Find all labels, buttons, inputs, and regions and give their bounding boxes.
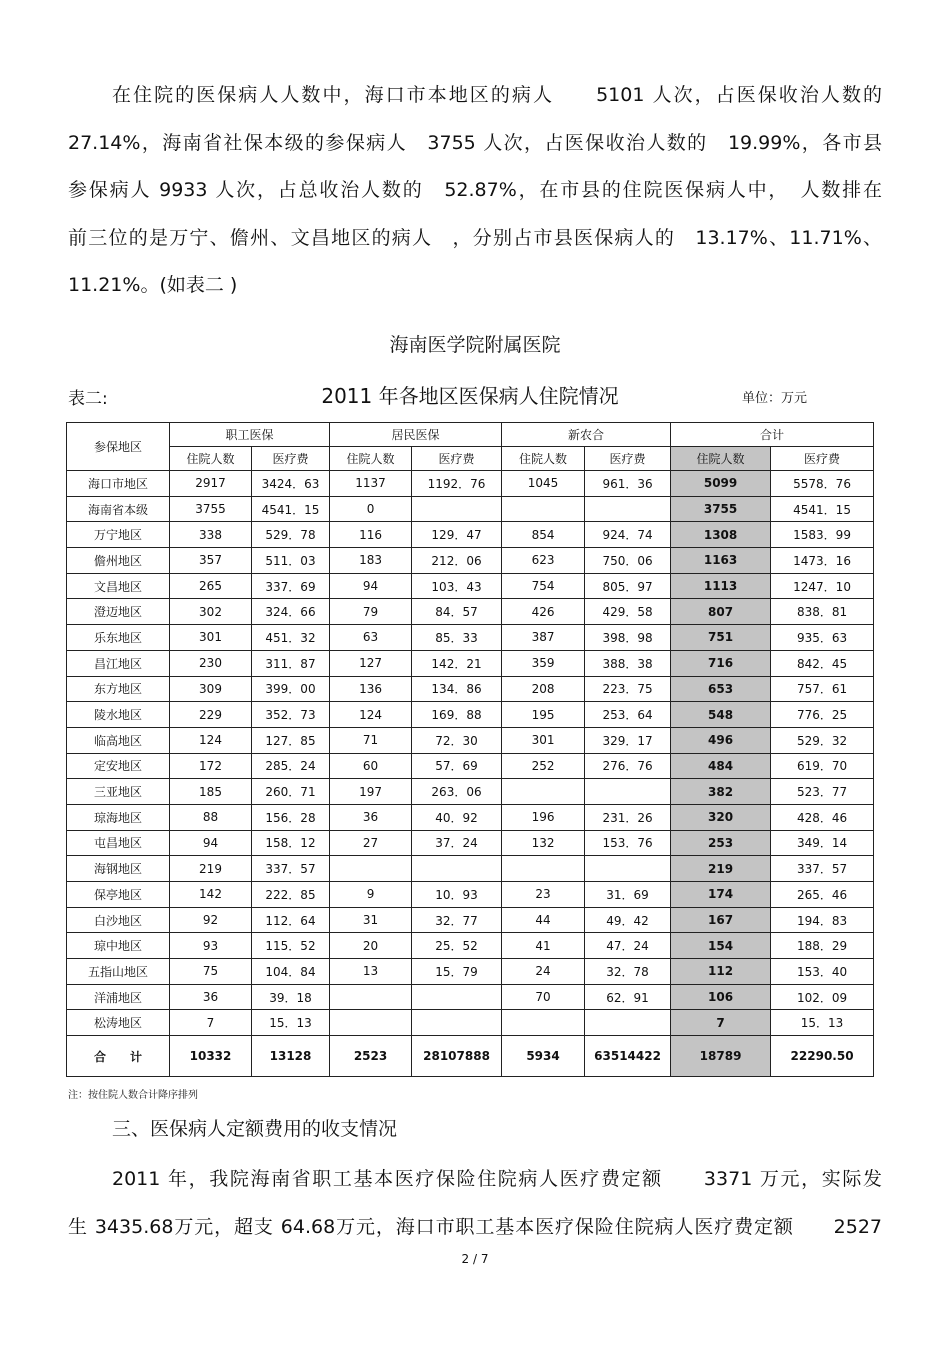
inpatient-table <box>66 422 874 1077</box>
value-cell: 127．85 <box>252 727 330 753</box>
region-cell: 三亚地区 <box>67 779 170 805</box>
value-cell: 253．64 <box>585 702 671 728</box>
value-cell: 208 <box>502 676 585 702</box>
value-cell: 15．13 <box>771 1010 874 1036</box>
value-cell: 75 <box>170 959 252 985</box>
value-cell: 324．66 <box>252 599 330 625</box>
value-cell: 116 <box>330 522 412 548</box>
value-cell: 716 <box>671 650 771 676</box>
region-cell: 万宁地区 <box>67 522 170 548</box>
value-cell: 337．57 <box>252 856 330 882</box>
region-cell: 海钢地区 <box>67 856 170 882</box>
table-row <box>67 882 874 908</box>
value-cell: 229 <box>170 702 252 728</box>
table-note: 注：按住院人数合计降序排列 <box>68 1090 198 1101</box>
value-cell: 129．47 <box>412 522 502 548</box>
value-cell: 311．87 <box>252 650 330 676</box>
sub-header: 住院人数 <box>671 447 771 471</box>
paragraph-line: 27.14%，海南省社保本级的参保病人 3755 人次，占医保收治人数的 19.99%，各市县 <box>68 131 882 154</box>
value-cell: 935．63 <box>771 625 874 651</box>
region-cell: 临高地区 <box>67 727 170 753</box>
value-cell <box>585 496 671 522</box>
region-cell: 合 计 <box>67 1036 170 1077</box>
sub-header: 医疗费 <box>771 447 874 471</box>
value-cell: 27 <box>330 830 412 856</box>
value-cell: 212．06 <box>412 548 502 574</box>
region-cell: 保亭地区 <box>67 882 170 908</box>
region-cell: 昌江地区 <box>67 650 170 676</box>
value-cell: 40．92 <box>412 804 502 830</box>
value-cell: 194．83 <box>771 907 874 933</box>
value-cell: 20 <box>330 933 412 959</box>
value-cell: 1473．16 <box>771 548 874 574</box>
region-cell: 琼中地区 <box>67 933 170 959</box>
table-body <box>67 471 874 1077</box>
table-row <box>67 753 874 779</box>
value-cell: 10．93 <box>412 882 502 908</box>
value-cell: 63 <box>330 625 412 651</box>
intro-paragraph <box>68 72 882 310</box>
value-cell: 529．32 <box>771 727 874 753</box>
region-cell: 屯昌地区 <box>67 830 170 856</box>
value-cell: 337．69 <box>252 573 330 599</box>
value-cell: 320 <box>671 804 771 830</box>
region-cell: 海南省本级 <box>67 496 170 522</box>
table-row <box>67 779 874 805</box>
sub-header: 住院人数 <box>170 447 252 471</box>
region-cell: 澄迈地区 <box>67 599 170 625</box>
page-number: 2 / 7 <box>461 1252 489 1266</box>
value-cell: 265．46 <box>771 882 874 908</box>
value-cell: 1308 <box>671 522 771 548</box>
table-row <box>67 856 874 882</box>
value-cell: 70 <box>502 984 585 1010</box>
value-cell: 9 <box>330 882 412 908</box>
region-cell: 陵水地区 <box>67 702 170 728</box>
table-row <box>67 830 874 856</box>
value-cell: 776．25 <box>771 702 874 728</box>
value-cell: 231．26 <box>585 804 671 830</box>
value-cell: 219 <box>671 856 771 882</box>
value-cell: 529．78 <box>252 522 330 548</box>
value-cell: 32．77 <box>412 907 502 933</box>
value-cell: 1113 <box>671 573 771 599</box>
value-cell: 124 <box>330 702 412 728</box>
value-cell <box>585 779 671 805</box>
body-paragraph <box>68 1156 882 1251</box>
value-cell <box>502 856 585 882</box>
group-header: 合计 <box>671 423 874 447</box>
table-row <box>67 702 874 728</box>
value-cell <box>412 856 502 882</box>
value-cell: 188．29 <box>771 933 874 959</box>
value-cell: 24 <box>502 959 585 985</box>
value-cell: 4541．15 <box>252 496 330 522</box>
total-row <box>67 1036 874 1077</box>
section-heading: 三、医保病人定额费用的收支情况 <box>112 1118 398 1140</box>
value-cell: 183 <box>330 548 412 574</box>
value-cell: 961．36 <box>585 471 671 497</box>
table-number: 表二: <box>68 389 108 409</box>
value-cell: 5578．76 <box>771 471 874 497</box>
value-cell: 93 <box>170 933 252 959</box>
value-cell: 222．85 <box>252 882 330 908</box>
value-cell: 36 <box>330 804 412 830</box>
value-cell: 41 <box>502 933 585 959</box>
table-row <box>67 625 874 651</box>
value-cell <box>330 1010 412 1036</box>
table-row <box>67 496 874 522</box>
sub-header: 医疗费 <box>412 447 502 471</box>
value-cell: 71 <box>330 727 412 753</box>
table-row <box>67 907 874 933</box>
table-row <box>67 573 874 599</box>
region-cell: 五指山地区 <box>67 959 170 985</box>
value-cell: 5934 <box>502 1036 585 1077</box>
paragraph-line: 11.21%。(如表二 ) <box>68 274 238 296</box>
value-cell: 924．74 <box>585 522 671 548</box>
value-cell: 751 <box>671 625 771 651</box>
value-cell: 57．69 <box>412 753 502 779</box>
value-cell: 49．42 <box>585 907 671 933</box>
group-header: 居民医保 <box>330 423 502 447</box>
value-cell: 2523 <box>330 1036 412 1077</box>
value-cell: 62．91 <box>585 984 671 1010</box>
value-cell: 750．06 <box>585 548 671 574</box>
value-cell: 47．24 <box>585 933 671 959</box>
region-cell: 乐东地区 <box>67 625 170 651</box>
value-cell: 7 <box>170 1010 252 1036</box>
value-cell: 94 <box>170 830 252 856</box>
value-cell: 158．12 <box>252 830 330 856</box>
value-cell: 253 <box>671 830 771 856</box>
value-cell <box>412 496 502 522</box>
value-cell: 230 <box>170 650 252 676</box>
value-cell: 103．43 <box>412 573 502 599</box>
value-cell: 63514422 <box>585 1036 671 1077</box>
value-cell: 31 <box>330 907 412 933</box>
value-cell: 219 <box>170 856 252 882</box>
value-cell: 260．71 <box>252 779 330 805</box>
value-cell: 1583．99 <box>771 522 874 548</box>
value-cell: 429．58 <box>585 599 671 625</box>
value-cell: 842．45 <box>771 650 874 676</box>
value-cell: 174 <box>671 882 771 908</box>
value-cell: 838．81 <box>771 599 874 625</box>
table-row <box>67 676 874 702</box>
value-cell: 285．24 <box>252 753 330 779</box>
table-row <box>67 933 874 959</box>
table-title: 2011 年各地区医保病人住院情况 <box>321 384 619 408</box>
value-cell: 338 <box>170 522 252 548</box>
sub-header: 住院人数 <box>502 447 585 471</box>
region-cell: 东方地区 <box>67 676 170 702</box>
sub-header: 医疗费 <box>585 447 671 471</box>
value-cell: 523．77 <box>771 779 874 805</box>
sub-header: 住院人数 <box>330 447 412 471</box>
value-cell: 132 <box>502 830 585 856</box>
value-cell: 13 <box>330 959 412 985</box>
value-cell: 1163 <box>671 548 771 574</box>
value-cell: 263．06 <box>412 779 502 805</box>
group-header: 职工医保 <box>170 423 330 447</box>
value-cell: 169．88 <box>412 702 502 728</box>
value-cell: 451．32 <box>252 625 330 651</box>
value-cell: 39．18 <box>252 984 330 1010</box>
value-cell: 387 <box>502 625 585 651</box>
value-cell <box>502 496 585 522</box>
region-cell: 松涛地区 <box>67 1010 170 1036</box>
value-cell: 196 <box>502 804 585 830</box>
value-cell: 496 <box>671 727 771 753</box>
value-cell <box>330 856 412 882</box>
paragraph-line: 在住院的医保病人人数中，海口市本地区的病人 5101 人次，占医保收治人数的 <box>112 84 882 106</box>
value-cell: 85．33 <box>412 625 502 651</box>
value-cell: 23 <box>502 882 585 908</box>
value-cell: 153．76 <box>585 830 671 856</box>
value-cell: 3755 <box>170 496 252 522</box>
value-cell: 134．86 <box>412 676 502 702</box>
value-cell: 167 <box>671 907 771 933</box>
region-cell: 定安地区 <box>67 753 170 779</box>
value-cell: 106 <box>671 984 771 1010</box>
table-row <box>67 959 874 985</box>
value-cell: 4541．15 <box>771 496 874 522</box>
value-cell: 156．28 <box>252 804 330 830</box>
value-cell: 337．57 <box>771 856 874 882</box>
value-cell: 276．76 <box>585 753 671 779</box>
value-cell: 426 <box>502 599 585 625</box>
value-cell: 388．38 <box>585 650 671 676</box>
table-row <box>67 984 874 1010</box>
region-cell: 儋州地区 <box>67 548 170 574</box>
value-cell: 195 <box>502 702 585 728</box>
region-cell: 白沙地区 <box>67 907 170 933</box>
value-cell <box>585 856 671 882</box>
value-cell: 7 <box>671 1010 771 1036</box>
value-cell: 84．57 <box>412 599 502 625</box>
value-cell: 754 <box>502 573 585 599</box>
value-cell <box>412 1010 502 1036</box>
value-cell: 104．84 <box>252 959 330 985</box>
value-cell: 309 <box>170 676 252 702</box>
value-cell: 757．61 <box>771 676 874 702</box>
value-cell: 301 <box>502 727 585 753</box>
value-cell: 18789 <box>671 1036 771 1077</box>
region-cell: 琼海地区 <box>67 804 170 830</box>
value-cell: 32．78 <box>585 959 671 985</box>
value-cell: 0 <box>330 496 412 522</box>
value-cell: 13128 <box>252 1036 330 1077</box>
hospital-name: 海南医学院附属医院 <box>389 334 561 356</box>
value-cell: 511．03 <box>252 548 330 574</box>
table-row <box>67 522 874 548</box>
value-cell <box>330 984 412 1010</box>
region-cell: 海口市地区 <box>67 471 170 497</box>
value-cell: 653 <box>671 676 771 702</box>
value-cell: 265 <box>170 573 252 599</box>
value-cell: 124 <box>170 727 252 753</box>
value-cell: 15．13 <box>252 1010 330 1036</box>
value-cell: 28107888 <box>412 1036 502 1077</box>
value-cell: 31．69 <box>585 882 671 908</box>
value-cell: 142 <box>170 882 252 908</box>
value-cell: 2917 <box>170 471 252 497</box>
value-cell: 142．21 <box>412 650 502 676</box>
table-row <box>67 599 874 625</box>
value-cell: 22290.50 <box>771 1036 874 1077</box>
value-cell: 398．98 <box>585 625 671 651</box>
region-cell: 文昌地区 <box>67 573 170 599</box>
value-cell <box>502 779 585 805</box>
value-cell: 88 <box>170 804 252 830</box>
value-cell: 60 <box>330 753 412 779</box>
table-row <box>67 650 874 676</box>
value-cell: 301 <box>170 625 252 651</box>
value-cell: 172 <box>170 753 252 779</box>
value-cell: 102．09 <box>771 984 874 1010</box>
value-cell: 136 <box>330 676 412 702</box>
value-cell: 92 <box>170 907 252 933</box>
value-cell: 619．70 <box>771 753 874 779</box>
value-cell: 1192．76 <box>412 471 502 497</box>
paragraph-line: 生 3435.68万元，超支 64.68万元，海口市职工基本医疗保险住院病人医疗费定额 2527 <box>68 1215 882 1238</box>
group-header: 新农合 <box>502 423 671 447</box>
value-cell: 1137 <box>330 471 412 497</box>
value-cell: 153．40 <box>771 959 874 985</box>
value-cell <box>585 1010 671 1036</box>
unit-label: 单位：万元 <box>742 391 808 406</box>
value-cell: 352．73 <box>252 702 330 728</box>
value-cell: 3755 <box>671 496 771 522</box>
table-row <box>67 548 874 574</box>
table-row <box>67 1010 874 1036</box>
value-cell: 112．64 <box>252 907 330 933</box>
value-cell: 127 <box>330 650 412 676</box>
value-cell: 349．14 <box>771 830 874 856</box>
value-cell: 1247．10 <box>771 573 874 599</box>
value-cell: 25．52 <box>412 933 502 959</box>
value-cell <box>502 1010 585 1036</box>
value-cell: 115．52 <box>252 933 330 959</box>
value-cell: 854 <box>502 522 585 548</box>
region-cell: 洋浦地区 <box>67 984 170 1010</box>
value-cell: 5099 <box>671 471 771 497</box>
paragraph-line: 2011 年，我院海南省职工基本医疗保险住院病人医疗费定额 3371 万元，实际发 <box>112 1168 882 1190</box>
value-cell: 154 <box>671 933 771 959</box>
value-cell: 252 <box>502 753 585 779</box>
paragraph-line: 前三位的是万宁、儋州、文昌地区的病人 ，分别占市县医保病人的 13.17%、11.71%、 <box>68 226 882 249</box>
value-cell: 382 <box>671 779 771 805</box>
value-cell: 36 <box>170 984 252 1010</box>
value-cell: 37．24 <box>412 830 502 856</box>
sub-header: 医疗费 <box>252 447 330 471</box>
value-cell: 359 <box>502 650 585 676</box>
table-row <box>67 727 874 753</box>
value-cell: 807 <box>671 599 771 625</box>
value-cell: 185 <box>170 779 252 805</box>
value-cell: 197 <box>330 779 412 805</box>
value-cell: 548 <box>671 702 771 728</box>
value-cell: 302 <box>170 599 252 625</box>
value-cell: 79 <box>330 599 412 625</box>
value-cell: 72．30 <box>412 727 502 753</box>
table-row <box>67 471 874 497</box>
value-cell: 10332 <box>170 1036 252 1077</box>
value-cell: 357 <box>170 548 252 574</box>
table-row <box>67 804 874 830</box>
value-cell: 3424．63 <box>252 471 330 497</box>
value-cell: 623 <box>502 548 585 574</box>
value-cell: 44 <box>502 907 585 933</box>
value-cell: 399．00 <box>252 676 330 702</box>
value-cell: 15．79 <box>412 959 502 985</box>
value-cell: 112 <box>671 959 771 985</box>
paragraph-line: 参保病人 9933 人次，占总收治人数的 52.87%，在市县的住院医保病人中， 人数排在 <box>68 179 882 201</box>
value-cell: 805．97 <box>585 573 671 599</box>
value-cell: 484 <box>671 753 771 779</box>
value-cell: 329．17 <box>585 727 671 753</box>
value-cell <box>412 984 502 1010</box>
value-cell: 428．46 <box>771 804 874 830</box>
region-header: 参保地区 <box>67 423 170 471</box>
value-cell: 1045 <box>502 471 585 497</box>
value-cell: 94 <box>330 573 412 599</box>
value-cell: 223．75 <box>585 676 671 702</box>
